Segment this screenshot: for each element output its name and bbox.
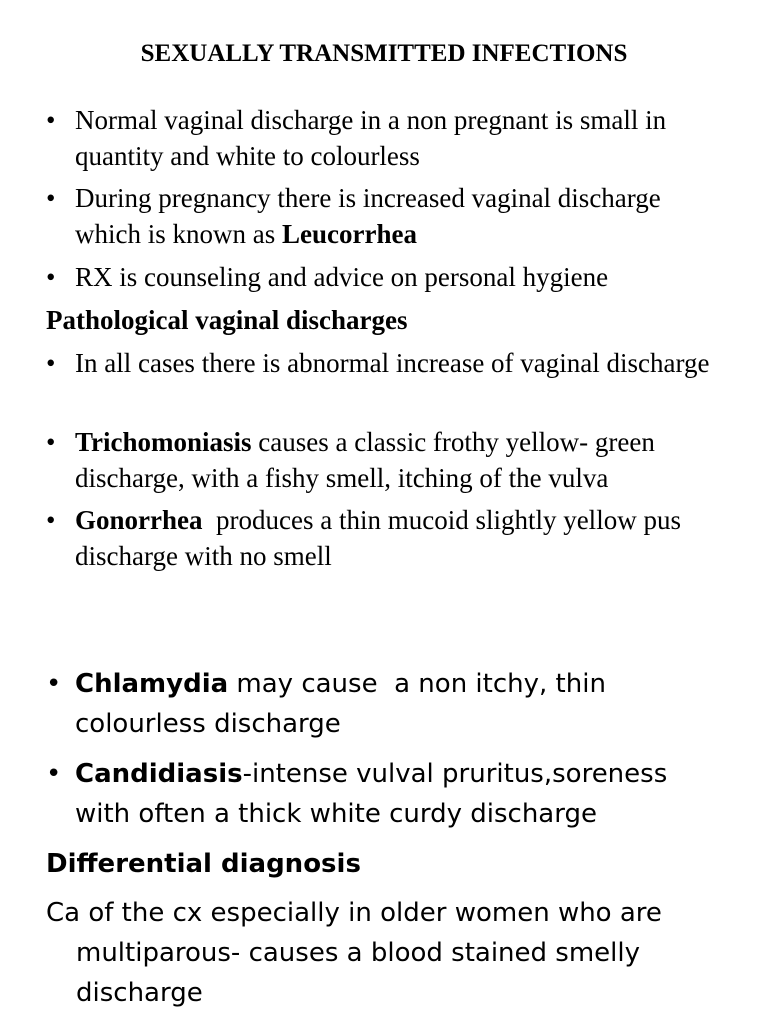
bullet-icon: •: [46, 505, 56, 535]
trichomoniasis-term: Trichomoniasis: [75, 427, 252, 457]
bullet-text: During pregnancy there is increased vaginal discharge which is known as: [75, 183, 661, 249]
paragraph-line: Ca of the cx especially in older women who are: [46, 898, 662, 928]
bullet-text: Normal vaginal discharge in a non pregnant is small in quantity and white to colourless: [75, 105, 667, 171]
differential-paragraph: [46, 893, 736, 1013]
bullet-text: causes a classic frothy yellow- green discharge, with a fishy smell, itching of the vulva: [75, 427, 655, 493]
bullet-normal-discharge: [46, 102, 726, 174]
chlamydia-term: Chlamydia: [75, 669, 229, 699]
bullet-icon: •: [46, 759, 62, 789]
bullet-text: In all cases there is abnormal increase of vaginal discharge: [75, 348, 710, 378]
bullet-candidiasis: [46, 754, 726, 834]
bullet-icon: •: [46, 427, 56, 457]
bullet-text: may cause a non itchy, thin colourless discharge: [75, 669, 615, 739]
bullet-rx: [46, 259, 726, 295]
slide-title: SEXUALLY TRANSMITTED INFECTIONS: [140, 40, 628, 67]
candidiasis-term: Candidiasis: [75, 759, 243, 789]
bullet-icon: •: [46, 183, 56, 213]
bullet-icon: •: [46, 348, 56, 378]
bullet-abnormal-increase: [46, 345, 726, 381]
bullet-text: RX is counseling and advice on personal hygiene: [75, 262, 609, 292]
bullet-text: produces a thin mucoid slightly yellow pus discharge with no smell: [75, 505, 688, 571]
pathological-heading: Pathological vaginal discharges: [46, 305, 408, 335]
bullet-icon: •: [46, 669, 62, 699]
leucorrhea-term: Leucorrhea: [281, 219, 417, 249]
bullet-trichomoniasis: [46, 424, 726, 496]
bullet-chlamydia: [46, 664, 726, 744]
paragraph-continuation: multiparous- causes a blood stained smelly discharge: [76, 938, 640, 1008]
bullet-pregnancy-discharge: [46, 180, 726, 252]
bullet-gonorrhea: [46, 502, 726, 574]
gonorrhea-term: Gonorrhea: [75, 505, 203, 535]
differential-heading: Differential diagnosis: [46, 849, 361, 879]
bullet-text: -intense vulval pruritus,soreness with often a thick white curdy discharge: [75, 759, 668, 829]
bullet-icon: •: [46, 262, 56, 292]
bullet-icon: •: [46, 105, 56, 135]
